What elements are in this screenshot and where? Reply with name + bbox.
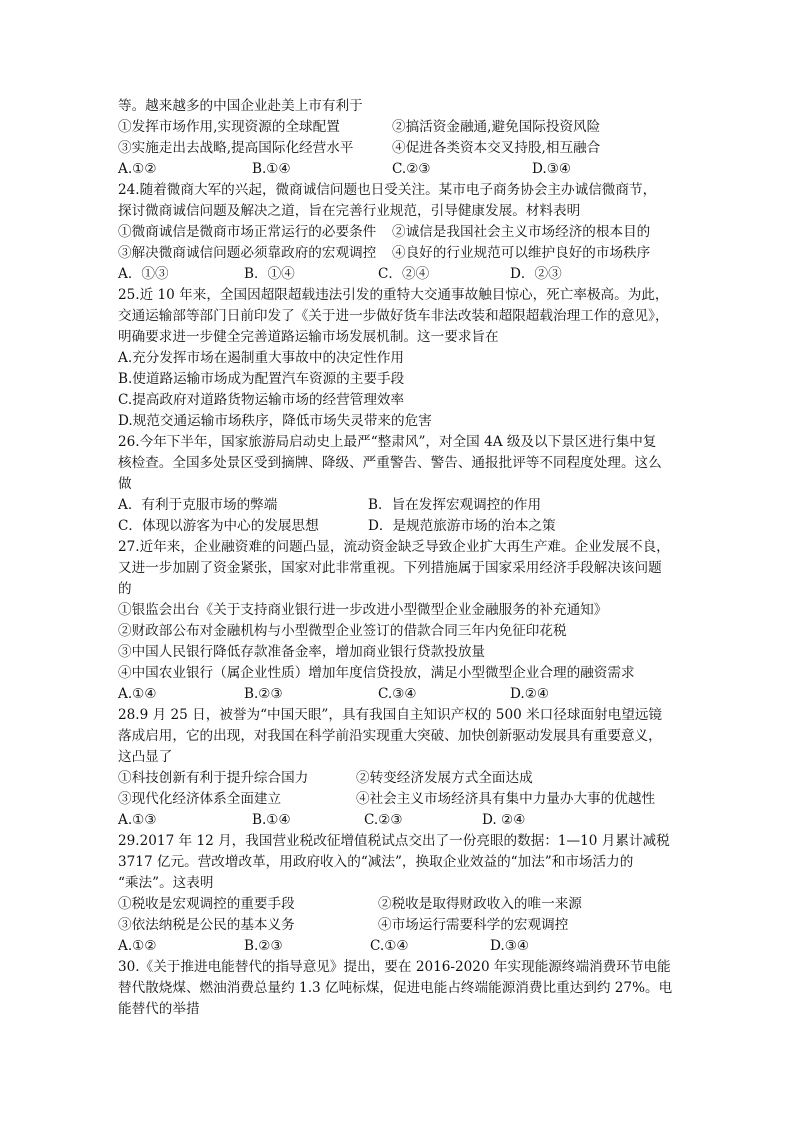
q28-option-4: ④社会主义市场经济具有集中力量办大事的优越性 [356, 791, 656, 807]
q29-option-3: ③依法纳税是公民的基本义务 [118, 917, 295, 933]
q28-option-3: ③现代化经济体系全面建立 [118, 791, 282, 807]
q25-stem-line-1: 25.近 10 年来，全国因超限超载违法引发的重特大交通事故触目惊心，死亡率极高。为此， [118, 287, 669, 303]
q25-answer-c: C.提高政府对道路货物运输市场的经营管理效率 [118, 392, 405, 408]
q26-stem-line-3: 做 [118, 476, 132, 492]
q29-answer-a: A.①② [118, 938, 157, 954]
q24-answer-row [118, 265, 678, 283]
q26-stem-line-2: 核检查。全国多处景区受到摘牌、降级、严重警告、警告、通报批评等不同程度处理。这么 [118, 455, 662, 471]
q27-option-2: ②财政部公布对金融机构与小型微型企业签订的借款合同三年内免征印花税 [118, 623, 567, 639]
q28-stem-line-2: 落成启用，它的出现，对我国在科学前沿实现重大突破、加快创新驱动发展具有重要意义， [118, 728, 662, 744]
q28-options-row-1 [118, 769, 678, 787]
q27-stem-line-2: 又进一步加剧了资金紧张，国家对此非常重视。下列措施属于国家采用经济手段解决该问题 [118, 560, 662, 576]
q28-answer-c: C.②③ [364, 812, 403, 828]
q28-answer-a: A.①③ [118, 812, 157, 828]
intro-option-3: ③实施走出去战略,提高国际化经营水平 [118, 140, 354, 156]
q28-answer-b: B.①④ [252, 812, 291, 828]
q24-option-2: ②诚信是我国社会主义市场经济的根本目的 [392, 224, 651, 240]
q25-answer-b: B.使道路运输市场成为配置汽车资源的主要手段 [118, 371, 405, 387]
q27-answer-d: D.②④ [510, 686, 550, 702]
q27-option-3: ③中国人民银行降低存款准备金率，增加商业银行贷款投放量 [118, 644, 486, 660]
intro-options-row-1 [118, 118, 678, 136]
q29-option-1: ①税收是宏观调控的重要手段 [118, 896, 295, 912]
q26-stem-line-1: 26.今年下半年，国家旅游局启动史上最严“整肃风”，对全国 4A 级及以下景区进行集中复 [118, 434, 657, 450]
q24-answer-c: C．②④ [378, 266, 430, 282]
q26-answer-d: D．是规范旅游市场的治本之策 [368, 518, 556, 534]
q24-option-4: ④良好的行业规范可以维护良好的市场秩序 [392, 245, 651, 261]
q28-option-2: ②转变经济发展方式全面达成 [356, 770, 533, 786]
q25-answer-d: D.规范交通运输市场秩序，降低市场失灵带来的危害 [118, 413, 432, 429]
q25-answer-a: A.充分发挥市场在遏制重大事故中的决定性作用 [118, 350, 405, 366]
intro-answer-a: A.①② [118, 161, 157, 177]
q29-stem-line-1: 29.2017 年 12 月，我国营业税改征增值税试点交出了一份亮眼的数据：1—10 月累计减税 [118, 833, 670, 849]
q25-stem-line-3: 明确要求进一步健全完善道路运输市场发展机制。这一要求旨在 [118, 329, 499, 345]
q24-stem-line-1: 24.随着微商大军的兴起，微商诚信问题也日受关注。某市电子商务协会主办诚信微商节， [118, 182, 657, 198]
q24-option-1: ①微商诚信是微商市场正常运行的必要条件 [118, 224, 377, 240]
q24-answer-a: A．①③ [118, 266, 169, 282]
q29-answer-d: D.③④ [490, 938, 530, 954]
q29-options-row-2 [118, 916, 678, 934]
q27-option-1: ①银监会出台《关于支持商业银行进一步改进小型微型企业金融服务的补充通知》 [118, 602, 608, 618]
intro-stem: 等。越来越多的中国企业赴美上市有利于 [118, 98, 363, 114]
q26-answer-c: C．体现以游客为中心的发展思想 [118, 518, 319, 534]
q27-answer-c: C.③④ [378, 686, 417, 702]
q27-stem-line-3: 的 [118, 581, 132, 597]
q24-answer-d: D．②③ [510, 266, 562, 282]
intro-option-4: ④促进各类资本交叉持股,相互融合 [392, 140, 601, 156]
q28-options-row-2 [118, 790, 678, 808]
q30-stem-line-1: 30.《关于推进电能替代的指导意见》提出，要在 2016-2020 年实现能源终端消费环节电能 [118, 959, 671, 975]
q29-answer-row [118, 937, 678, 955]
q27-answer-row [118, 685, 678, 703]
intro-options-row-2 [118, 139, 678, 157]
q27-answer-a: A.①④ [118, 686, 157, 702]
q29-option-2: ②税收是取得财政收入的唯一来源 [378, 896, 582, 912]
q28-answer-d: D. ②④ [482, 812, 526, 828]
q29-answer-c: C.①④ [370, 938, 409, 954]
intro-answer-c: C.②③ [392, 161, 431, 177]
q26-answer-a: A．有利于克服市场的弊端 [118, 497, 278, 513]
q28-option-1: ①科技创新有利于提升综合国力 [118, 770, 309, 786]
q24-option-3: ③解决微商诚信问题必须靠政府的宏观调控 [118, 245, 377, 261]
intro-option-2: ②搞活资金融通,避免国际投资风险 [392, 119, 601, 135]
q26-answer-b: B．旨在发挥宏观调控的作用 [368, 497, 542, 513]
q28-answer-row [118, 811, 678, 829]
intro-answer-d: D.③④ [532, 161, 572, 177]
q28-stem-line-3: 这凸显了 [118, 749, 173, 765]
intro-option-1: ①发挥市场作用,实现资源的全球配置 [118, 119, 340, 135]
q26-answers-row-2 [118, 517, 678, 535]
q24-options-row-1 [118, 223, 678, 241]
q30-stem-line-2: 替代散烧煤、燃油消费总量约 1.3 亿吨标煤，促进电能占终端能源消费比重达到约 27%。电 [118, 980, 673, 996]
q24-answer-b: B．①④ [244, 266, 295, 282]
q27-stem-line-1: 27.近年来，企业融资难的问题凸显，流动资金缺乏导致企业扩大再生产难。企业发展不良， [118, 539, 670, 555]
q24-options-row-2 [118, 244, 678, 262]
q29-option-4: ④市场运行需要科学的宏观调控 [378, 917, 569, 933]
q26-answers-row-1 [118, 496, 678, 514]
intro-answer-row [118, 160, 678, 178]
intro-answer-b: B.①④ [252, 161, 291, 177]
q28-stem-line-1: 28.9 月 25 日，被誉为“中国天眼”，具有我国自主知识产权的 500 米口径球面射电望远镜 [118, 707, 663, 723]
q30-stem-line-3: 能替代的举措 [118, 1001, 200, 1017]
q27-option-4: ④中国农业银行（属企业性质）增加年度信贷投放，满足小型微型企业合理的融资需求 [118, 665, 635, 681]
q29-options-row-1 [118, 895, 678, 913]
q24-stem-line-2: 探讨微商诚信问题及解决之道，旨在完善行业规范，引导健康发展。材料表明 [118, 203, 581, 219]
q27-answer-b: B.②③ [244, 686, 283, 702]
q29-stem-line-3: “乘法”。这表明 [118, 875, 214, 891]
q25-stem-line-2: 交通运输部等部门日前印发了《关于进一步做好货车非法改装和超限超载治理工作的意见》， [118, 308, 669, 324]
q29-stem-line-2: 3717 亿元。营改增改革，用政府收入的“减法”，换取企业效益的“加法”和市场活力的 [118, 854, 634, 870]
q29-answer-b: B.②③ [244, 938, 283, 954]
